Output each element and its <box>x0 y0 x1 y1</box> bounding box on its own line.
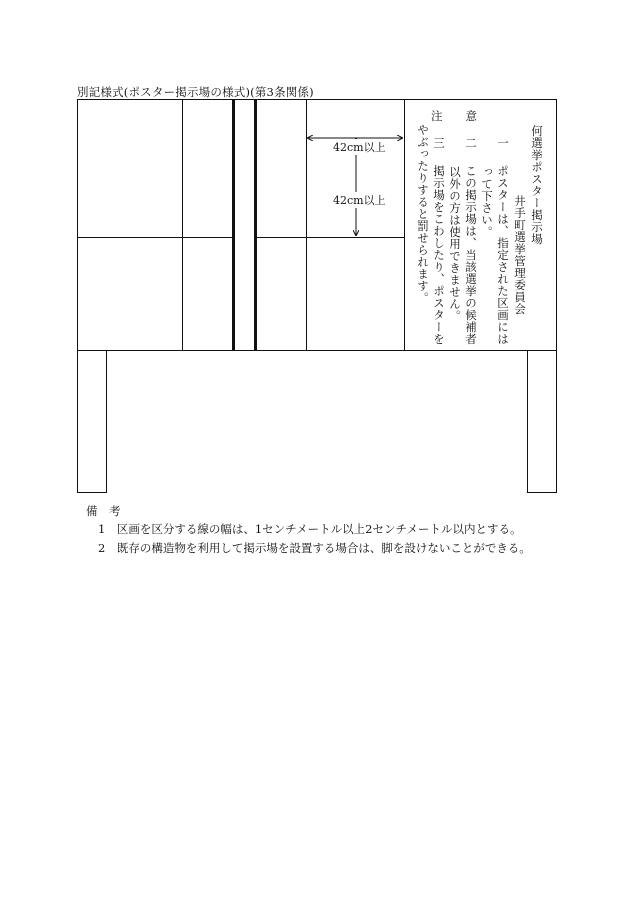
left-leg-bottom <box>77 492 107 493</box>
right-leg-bottom <box>527 492 557 493</box>
form-title: 別記様式(ポスター掲示場の様式)(第3条関係) <box>77 85 314 99</box>
remarks-heading: 備 考 <box>86 504 121 518</box>
board-break-line-right <box>254 99 257 351</box>
notice-item-1-number: 一 <box>496 137 510 149</box>
notice-item-2-line-2: 以外の方は使用できません。 <box>448 166 462 322</box>
notice-heading: 注 意 <box>431 109 477 123</box>
notice-item-1-line-2: って下さい。 <box>480 166 494 238</box>
notice-item-3-line-1: 掲示場をこわしたり、ポスターを <box>432 165 446 345</box>
board-break-line-left <box>232 99 235 351</box>
left-leg-outer <box>77 350 78 492</box>
notice-item-2-number: 二 <box>464 137 478 149</box>
right-leg-inner <box>527 350 528 492</box>
remarks-item-1: 1 区画を区分する線の幅は、1センチメートル以上2センチメートル以内とする。 <box>98 522 522 536</box>
dimension-label-height: 42cm以上 <box>333 194 386 207</box>
notice-item-3-line-2: やぶったりすると罰せられます。 <box>416 124 430 304</box>
notice-item-2-line-1: この掲示場は、当該選挙の候補者 <box>464 165 478 345</box>
notice-main-title: 何選挙ポスター掲示場 <box>530 125 544 245</box>
dimension-label-width: 42cm以上 <box>333 141 386 154</box>
notice-item-3-number: 三 <box>432 137 446 149</box>
right-leg-outer <box>556 350 557 492</box>
remarks-item-2: 2 既存の構造物を利用して掲示場を設置する場合は、脚を設けないことができる。 <box>98 541 531 555</box>
board-bottom-edge <box>77 350 557 351</box>
notice-authority: 井手町選挙管理委員会 <box>513 195 527 315</box>
board-top-edge <box>77 99 557 100</box>
board-left-edge <box>77 99 78 351</box>
notice-item-1-line-1: ポスターは、指定された区画には <box>496 165 510 345</box>
board-middle-line-left <box>77 237 233 238</box>
left-leg-inner <box>106 350 107 492</box>
board-right-edge <box>556 99 557 351</box>
board-divider <box>182 99 183 351</box>
